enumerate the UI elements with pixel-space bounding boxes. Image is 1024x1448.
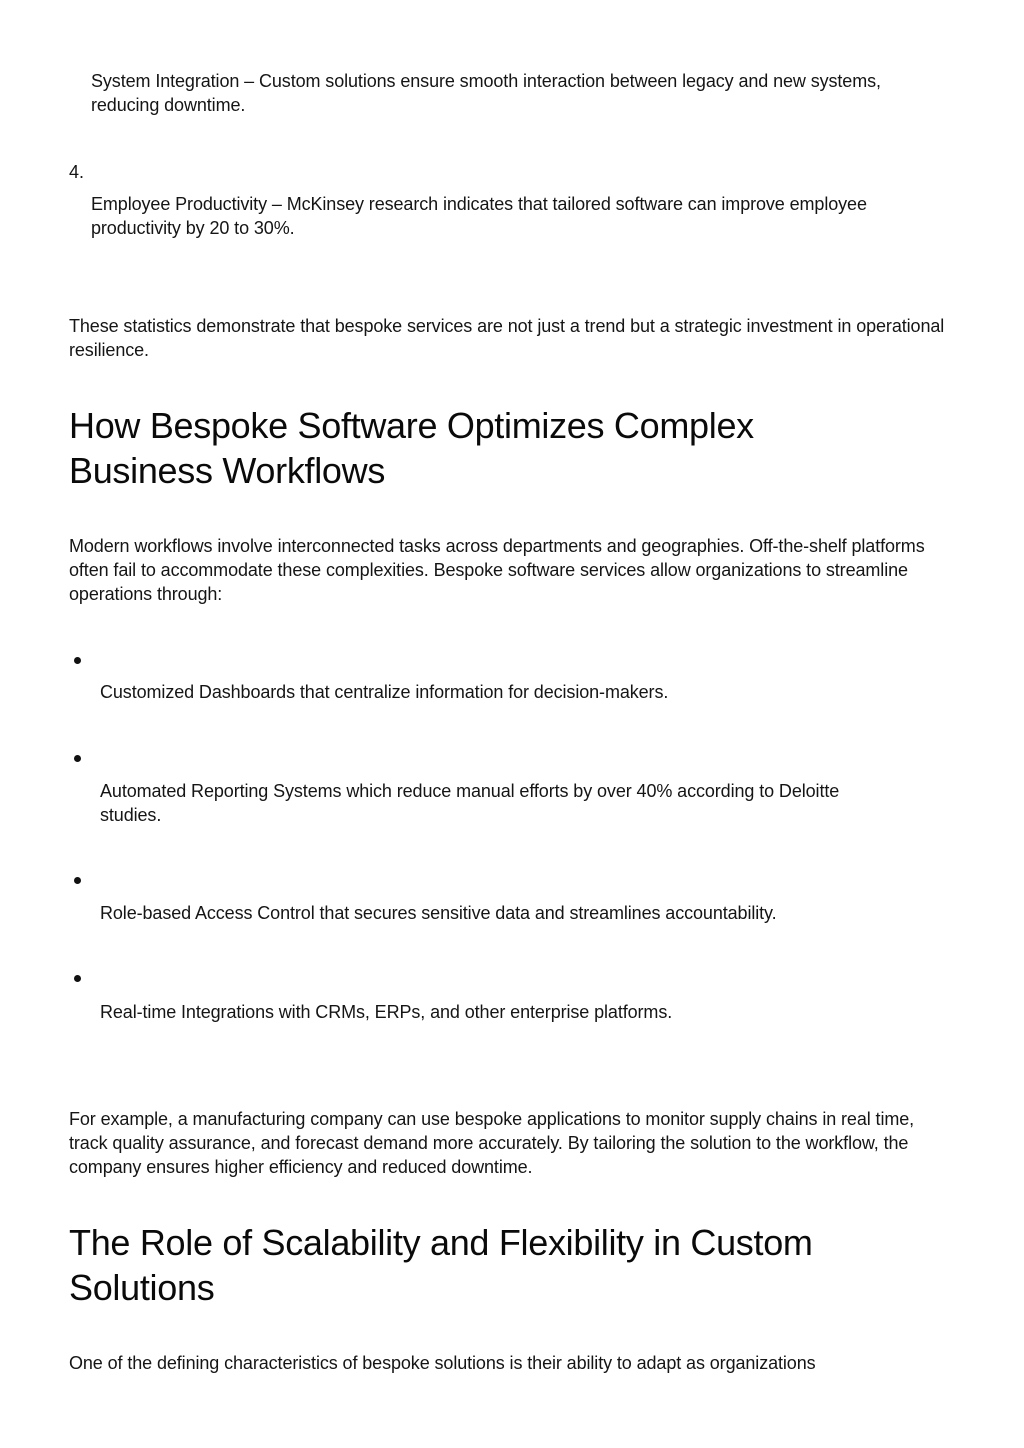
paragraph: Modern workflows involve interconnected tasks across departments and geographies. Off-the-shelf platforms often fail to accommodate these complexities. Bespoke software services allow organizations to streamline operations through: — [69, 536, 925, 604]
bullet-icon — [74, 657, 81, 664]
list-item-text: Employee Productivity – McKinsey research indicates that tailored software can improve employee productivity by 20 to 30%. — [91, 194, 867, 238]
paragraph: One of the defining characteristics of bespoke solutions is their ability to adapt as organizations — [69, 1353, 816, 1373]
section-heading: The Role of Scalability and Flexibility in Custom Solutions — [69, 1222, 813, 1308]
bullet-icon — [74, 755, 81, 762]
list-item-text: System Integration – Custom solutions ensure smooth interaction between legacy and new systems, reducing downtime. — [91, 71, 881, 115]
paragraph: For example, a manufacturing company can use bespoke applications to monitor supply chains in real time, track quality assurance, and forecast demand more accurately. By tailoring the solution to the workflow, the company ensures higher efficiency and reduced downtime. — [69, 1109, 915, 1177]
list-item-text: Real-time Integrations with CRMs, ERPs, and other enterprise platforms. — [100, 1002, 673, 1022]
section-heading: How Bespoke Software Optimizes Complex Business Workflows — [69, 405, 754, 491]
list-item-number: 4. — [69, 162, 85, 182]
list-item-text: Role-based Access Control that secures sensitive data and streamlines accountability. — [100, 903, 777, 923]
list-item-text: Customized Dashboards that centralize information for decision-makers. — [100, 682, 669, 702]
bullet-icon — [74, 975, 81, 982]
list-item-text: Automated Reporting Systems which reduce manual efforts by over 40% according to Deloitte studies. — [100, 781, 840, 825]
paragraph: These statistics demonstrate that bespoke services are not just a trend but a strategic investment in operational resilience. — [69, 316, 945, 360]
bullet-icon — [74, 877, 81, 884]
